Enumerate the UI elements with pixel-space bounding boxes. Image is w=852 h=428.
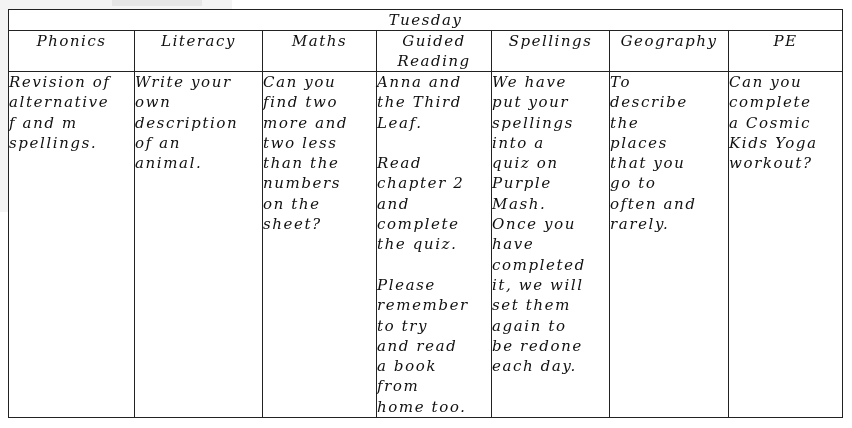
subject-guided-reading: Guided Reading [377,31,492,72]
task-maths: Can you find two more and two less than the numbers on the sheet? [263,72,377,418]
subject-header-row [9,31,843,72]
task-literacy: Write your own description of an animal. [135,72,263,418]
background-strip [112,0,202,6]
subject-pe: PE [729,31,843,72]
day-row [9,10,843,31]
task-spellings: We have put your spellings into a quiz on Purple Mash. Once you have completed it, we will set them again to be redone each day. [492,72,610,418]
task-phonics: Revision of alternative f and m spellings. [9,72,135,418]
subject-geography: Geography [610,31,729,72]
subject-maths: Maths [263,31,377,72]
task-guided-reading: Anna and the Third Leaf. Read chapter 2 and complete the quiz. Please remember to try and read a book from home too. [377,72,492,418]
day-title: Tuesday [9,10,843,31]
subject-literacy: Literacy [135,31,263,72]
task-geography: To describe the places that you go to often and rarely. [610,72,729,418]
task-row [9,72,843,418]
timetable [8,9,843,418]
task-pe: Can you complete a Cosmic Kids Yoga workout? [729,72,843,418]
subject-phonics: Phonics [9,31,135,72]
subject-spellings: Spellings [492,31,610,72]
